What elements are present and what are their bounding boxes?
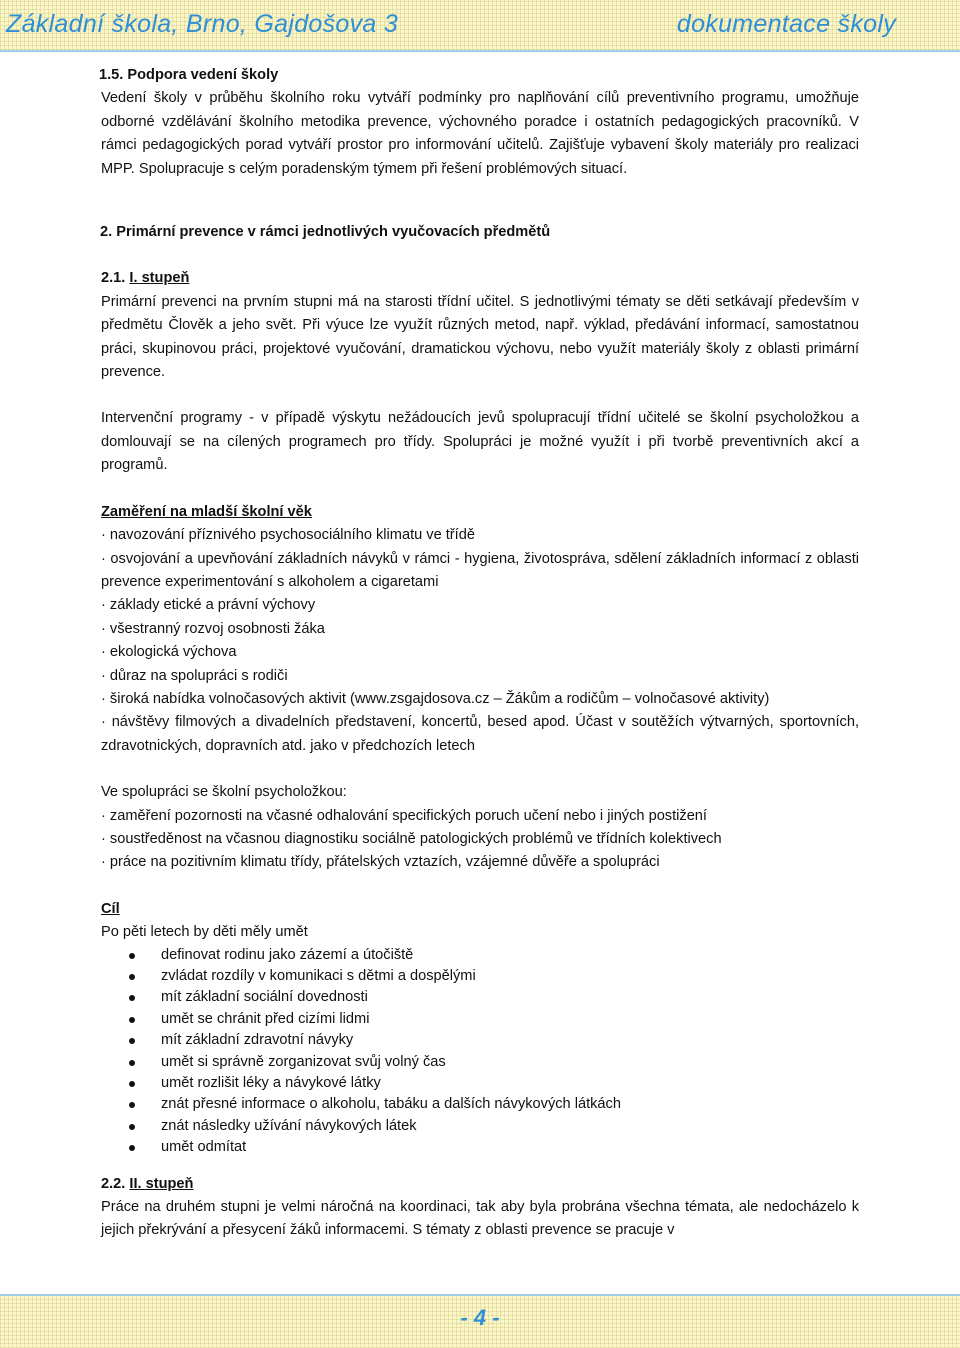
goal-item: znát přesné informace o alkoholu, tabáku a dalších návykových látkách [101,1094,859,1115]
goal-item: umět si správně zorganizovat svůj volný čas [101,1052,859,1073]
document-body [101,64,859,1243]
focus-item: · ekologická výchova [101,644,237,661]
section-2-1-title: I. stupeň [129,270,190,287]
goal-item: umět rozlišit léky a návykové látky [101,1073,859,1094]
page-number: - 4 - [460,1305,500,1330]
goal-item: mít základní sociální dovednosti [101,987,859,1008]
focus-title: Zaměření na mladší školní věk [101,503,312,520]
goal-item: znát následky užívání návykových látek [101,1116,859,1137]
section-2-2-number: 2.2. [101,1175,126,1192]
focus-item: · všestranný rozvoj osobnosti žáka [101,620,325,637]
intervention-text: Intervenční programy - v případě výskytu nežádoucích jevů spolupracují třídní učitelé se školní psycholožkou a domlouvají se na cílených programech pro třídy. Spolupráci je možné využít i při tvorbě preventivních akcí a programů. [101,410,859,474]
goal-intro: Po pěti letech by děti měly umět [101,924,308,941]
psych-title: Ve spolupráci se školní psycholožkou: [101,784,347,801]
psych-item: · soustředěnost na včasnou diagnostiku sociálně patologických problémů ve třídních kolektivech [101,830,722,847]
header-doc-type: dokumentace školy [676,10,896,38]
goal-list [101,945,859,1159]
section-2-1-text: Primární prevenci na prvním stupni má na starosti třídní učitel. S jednotlivými tématy se děti setkávají především v předmětu Člověk a jeho svět. Při výuce lze využít různých metod, např. výklad, předávání informací, samostatnou práci, skupinovou práci, projektové vyučování, dramatickou výchovu, nebo využít materiály školy z oblasti primární prevence. [101,293,859,381]
psych-item: · práce na pozitivním klimatu třídy, přátelských vztazích, vzájemné důvěře a spolupráci [101,854,660,871]
header-school-name: Základní škola, Brno, Gajdošova 3 [6,10,399,38]
section-1-5-text: Vedení školy v průběhu školního roku vytváří podmínky pro naplňování cílů preventivního programu, umožňuje odborné vzdělávání školního metodika prevence, výchovného poradce i ostatních pedagogických pracovníků. V rámci pedagogických porad vytváří prostor pro informování učitelů. Zajišťuje vybavení školy materiály pro realizaci MPP. Spolupracuje s celým poradenským týmem při řešení problémových situací. [101,90,859,177]
focus-item: · široká nabídka volnočasových aktivit (www.zsgajdosova.cz – Žákům a rodičům – volnočasové aktivity) [101,690,770,707]
goal-item: zvládat rozdíly v komunikaci s dětmi a dospělými [101,966,859,987]
goal-item: definovat rodinu jako zázemí a útočiště [101,945,859,966]
goal-item: umět odmítat [101,1137,859,1158]
goal-title: Cíl [101,900,120,917]
section-2-1-number: 2.1. [101,270,126,287]
section-2-1-heading [101,267,859,290]
page-header [0,0,960,52]
page-footer [0,1294,960,1348]
focus-item: · osvojování a upevňování základních návyků v rámci - hygiena, životospráva, sdělení základních informací z oblasti prevence experimentování s alkoholem a cigaretami [101,550,859,590]
section-1-5-title: 1.5. Podpora vedení školy [99,67,279,83]
focus-item: · návštěvy filmových a divadelních představení, koncertů, besed apod. Účast v soutěžích výtvarných, sportovních, zdravotnických, dopravních atd. jako v předchozích letech [101,714,859,754]
section-2-2-heading [101,1173,859,1196]
section-2-title: 2. Primární prevence v rámci jednotlivých vyučovacích předmětů [100,224,551,241]
goal-item: umět se chránit před cizími lidmi [101,1009,859,1030]
goal-item: mít základní zdravotní návyky [101,1030,859,1051]
section-2-2-title: II. stupeň [129,1175,194,1192]
psych-item: · zaměření pozornosti na včasné odhalování specifických poruch učení nebo i jiných postižení [101,807,707,824]
focus-item: · důraz na spolupráci s rodiči [101,667,288,684]
focus-item: · navozování příznivého psychosociálního klimatu ve třídě [101,527,475,544]
focus-item: · základy etické a právní výchovy [101,597,316,614]
section-2-2-text: Práce na druhém stupni je velmi náročná na koordinaci, tak aby byla probrána všechna témata, ale nedocházelo k jejich překrývání a přesycení žáků informacemi. S tématy z oblasti prevence se pracuje v [101,1199,859,1239]
